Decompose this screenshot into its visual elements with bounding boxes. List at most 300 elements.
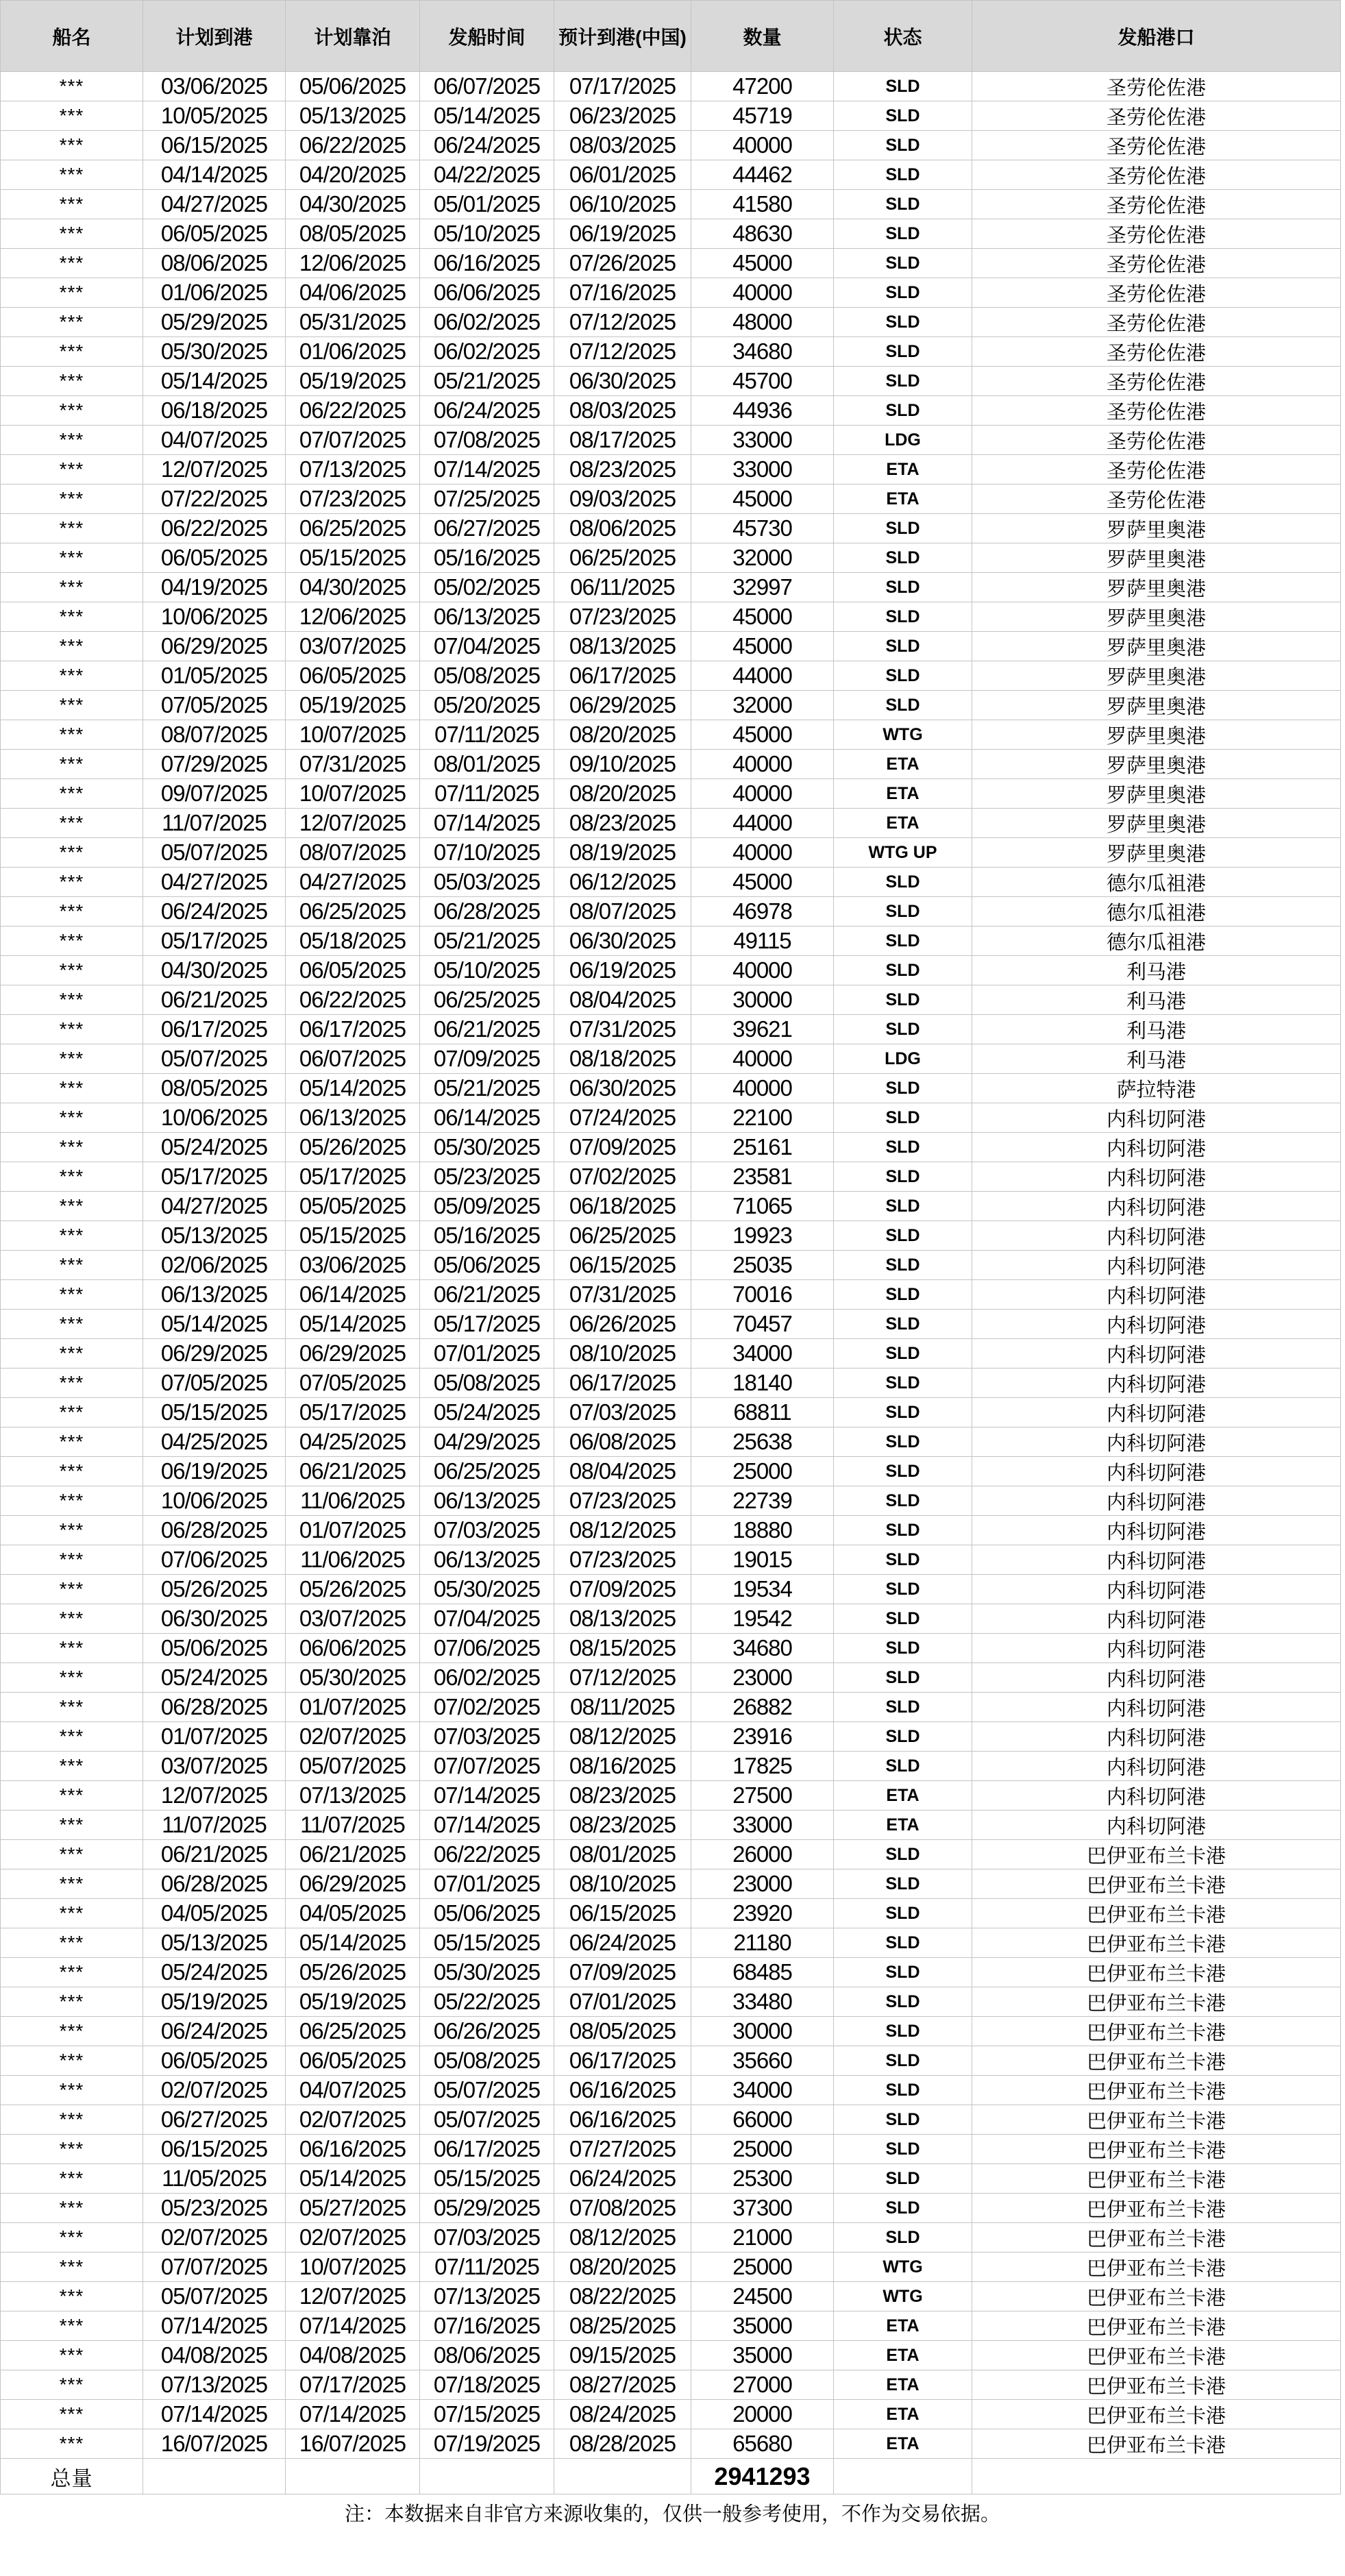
cell-departure-port: 内科切阿港 [972, 1604, 1341, 1634]
cell-departure-port: 罗萨里奥港 [972, 838, 1341, 868]
cell-ship-name: *** [1, 956, 143, 985]
cell-quantity: 33000 [691, 455, 834, 484]
cell-ship-name: *** [1, 278, 143, 308]
cell-planned-arrival: 12/07/2025 [143, 455, 286, 484]
cell-planned-arrival: 05/07/2025 [143, 838, 286, 868]
table-row [1, 308, 1341, 337]
cell-ship-name: *** [1, 337, 143, 367]
cell-eta-china: 07/27/2025 [554, 2135, 691, 2164]
cell-planned-berthing: 05/19/2025 [286, 691, 420, 720]
cell-ship-name: *** [1, 1752, 143, 1781]
cell-departure-port: 圣劳伦佐港 [972, 367, 1341, 396]
cell-status: SLD [834, 2046, 972, 2076]
cell-quantity: 23920 [691, 1899, 834, 1928]
cell-planned-berthing: 01/06/2025 [286, 337, 420, 367]
cell-departure-port: 巴伊亚布兰卡港 [972, 1899, 1341, 1928]
cell-planned-berthing: 06/16/2025 [286, 2135, 420, 2164]
cell-planned-berthing: 06/29/2025 [286, 1869, 420, 1899]
cell-status: SLD [834, 1604, 972, 1634]
cell-quantity: 19923 [691, 1221, 834, 1251]
cell-ship-name: *** [1, 691, 143, 720]
cell-planned-arrival: 11/07/2025 [143, 809, 286, 838]
cell-departure-time: 06/13/2025 [420, 1545, 554, 1575]
cell-ship-name: *** [1, 1339, 143, 1369]
cell-status: WTG UP [834, 838, 972, 868]
cell-eta-china: 07/09/2025 [554, 1958, 691, 1987]
cell-departure-port: 巴伊亚布兰卡港 [972, 1987, 1341, 2017]
cell-status: SLD [834, 1192, 972, 1221]
cell-status: SLD [834, 190, 972, 219]
cell-planned-arrival: 11/07/2025 [143, 1811, 286, 1840]
cell-eta-china: 06/15/2025 [554, 1899, 691, 1928]
cell-departure-port: 圣劳伦佐港 [972, 219, 1341, 249]
cell-planned-arrival: 11/05/2025 [143, 2164, 286, 2194]
cell-planned-arrival: 06/18/2025 [143, 396, 286, 426]
cell-eta-china: 06/30/2025 [554, 1074, 691, 1103]
cell-status: SLD [834, 2194, 972, 2223]
cell-ship-name: *** [1, 2076, 143, 2105]
cell-quantity: 30000 [691, 2017, 834, 2046]
table-row [1, 927, 1341, 956]
cell-departure-time: 05/21/2025 [420, 1074, 554, 1103]
cell-quantity: 48000 [691, 308, 834, 337]
empty-cell [286, 2459, 420, 2494]
cell-eta-china: 08/20/2025 [554, 779, 691, 809]
table-row [1, 543, 1341, 573]
cell-planned-arrival: 05/07/2025 [143, 2282, 286, 2311]
cell-status: SLD [834, 868, 972, 897]
cell-planned-arrival: 06/29/2025 [143, 632, 286, 661]
cell-departure-port: 罗萨里奥港 [972, 632, 1341, 661]
cell-ship-name: *** [1, 1899, 143, 1928]
cell-eta-china: 06/24/2025 [554, 2164, 691, 2194]
cell-departure-port: 巴伊亚布兰卡港 [972, 2046, 1341, 2076]
table-row [1, 2223, 1341, 2253]
empty-cell [420, 2459, 554, 2494]
cell-planned-arrival: 02/07/2025 [143, 2223, 286, 2253]
cell-ship-name: *** [1, 1516, 143, 1545]
cell-planned-arrival: 04/07/2025 [143, 426, 286, 455]
cell-departure-port: 内科切阿港 [972, 1369, 1341, 1398]
cell-status: SLD [834, 1545, 972, 1575]
cell-quantity: 40000 [691, 1044, 834, 1074]
cell-quantity: 35000 [691, 2311, 834, 2341]
cell-eta-china: 08/28/2025 [554, 2429, 691, 2459]
cell-status: SLD [834, 396, 972, 426]
cell-ship-name: *** [1, 1693, 143, 1722]
table-row [1, 1398, 1341, 1427]
cell-planned-arrival: 05/24/2025 [143, 1958, 286, 1987]
cell-ship-name: *** [1, 1074, 143, 1103]
cell-planned-arrival: 05/13/2025 [143, 1221, 286, 1251]
cell-quantity: 26882 [691, 1693, 834, 1722]
cell-eta-china: 07/31/2025 [554, 1280, 691, 1310]
table-row [1, 455, 1341, 484]
cell-departure-time: 07/03/2025 [420, 1516, 554, 1545]
cell-planned-berthing: 16/07/2025 [286, 2429, 420, 2459]
cell-eta-china: 09/15/2025 [554, 2341, 691, 2370]
cell-status: ETA [834, 1781, 972, 1811]
cell-status: SLD [834, 2017, 972, 2046]
cell-quantity: 40000 [691, 1074, 834, 1103]
cell-status: SLD [834, 1280, 972, 1310]
total-row [1, 2459, 1341, 2494]
cell-quantity: 25300 [691, 2164, 834, 2194]
cell-planned-berthing: 03/07/2025 [286, 1604, 420, 1634]
cell-status: ETA [834, 484, 972, 514]
cell-status: SLD [834, 2105, 972, 2135]
cell-status: SLD [834, 1221, 972, 1251]
table-row [1, 720, 1341, 750]
cell-planned-arrival: 07/14/2025 [143, 2311, 286, 2341]
cell-departure-port: 内科切阿港 [972, 1221, 1341, 1251]
cell-departure-port: 内科切阿港 [972, 1516, 1341, 1545]
cell-planned-arrival: 04/08/2025 [143, 2341, 286, 2370]
cell-planned-berthing: 05/07/2025 [286, 1752, 420, 1781]
cell-ship-name: *** [1, 1987, 143, 2017]
cell-eta-china: 08/07/2025 [554, 897, 691, 927]
cell-eta-china: 06/25/2025 [554, 1221, 691, 1251]
cell-planned-arrival: 06/15/2025 [143, 131, 286, 160]
cell-departure-port: 内科切阿港 [972, 1103, 1341, 1133]
cell-planned-arrival: 07/06/2025 [143, 1545, 286, 1575]
table-row [1, 278, 1341, 308]
cell-departure-time: 05/16/2025 [420, 1221, 554, 1251]
cell-eta-china: 08/17/2025 [554, 426, 691, 455]
cell-planned-berthing: 06/25/2025 [286, 897, 420, 927]
cell-ship-name: *** [1, 1398, 143, 1427]
cell-departure-time: 05/21/2025 [420, 367, 554, 396]
cell-departure-time: 06/13/2025 [420, 1486, 554, 1516]
table-row [1, 190, 1341, 219]
table-body [1, 72, 1341, 2459]
cell-planned-berthing: 05/31/2025 [286, 308, 420, 337]
cell-eta-china: 08/05/2025 [554, 2017, 691, 2046]
cell-status: SLD [834, 1251, 972, 1280]
cell-planned-berthing: 06/05/2025 [286, 2046, 420, 2076]
cell-planned-berthing: 02/07/2025 [286, 2105, 420, 2135]
cell-eta-china: 08/16/2025 [554, 1752, 691, 1781]
cell-planned-arrival: 06/28/2025 [143, 1869, 286, 1899]
cell-departure-time: 07/14/2025 [420, 809, 554, 838]
cell-departure-port: 罗萨里奥港 [972, 514, 1341, 543]
table-row [1, 632, 1341, 661]
total-quantity: 2941293 [691, 2459, 834, 2494]
cell-status: SLD [834, 1987, 972, 2017]
cell-planned-berthing: 06/25/2025 [286, 514, 420, 543]
cell-status: SLD [834, 337, 972, 367]
column-header-2: 计划靠泊 [286, 1, 420, 72]
cell-status: SLD [834, 1634, 972, 1663]
cell-planned-berthing: 05/14/2025 [286, 1928, 420, 1958]
cell-status: ETA [834, 809, 972, 838]
cell-planned-arrival: 06/28/2025 [143, 1516, 286, 1545]
cell-planned-berthing: 10/07/2025 [286, 720, 420, 750]
cell-ship-name: *** [1, 308, 143, 337]
table-row [1, 514, 1341, 543]
cell-status: LDG [834, 1044, 972, 1074]
cell-eta-china: 09/10/2025 [554, 750, 691, 779]
table-row [1, 1339, 1341, 1369]
cell-departure-time: 06/21/2025 [420, 1280, 554, 1310]
cell-departure-port: 巴伊亚布兰卡港 [972, 1928, 1341, 1958]
table-row [1, 2429, 1341, 2459]
cell-planned-arrival: 04/27/2025 [143, 190, 286, 219]
cell-planned-berthing: 05/05/2025 [286, 1192, 420, 1221]
cell-departure-time: 07/03/2025 [420, 2223, 554, 2253]
table-row [1, 1899, 1341, 1928]
cell-ship-name: *** [1, 1722, 143, 1752]
cell-planned-arrival: 07/05/2025 [143, 691, 286, 720]
table-row [1, 101, 1341, 131]
table-row [1, 72, 1341, 101]
cell-status: SLD [834, 2223, 972, 2253]
cell-departure-port: 利马港 [972, 1044, 1341, 1074]
cell-quantity: 44936 [691, 396, 834, 426]
cell-ship-name: *** [1, 1634, 143, 1663]
cell-eta-china: 08/23/2025 [554, 809, 691, 838]
cell-status: SLD [834, 1310, 972, 1339]
cell-status: SLD [834, 691, 972, 720]
cell-status: SLD [834, 160, 972, 190]
cell-eta-china: 08/13/2025 [554, 632, 691, 661]
cell-departure-time: 05/07/2025 [420, 2076, 554, 2105]
cell-ship-name: *** [1, 779, 143, 809]
cell-ship-name: *** [1, 1840, 143, 1869]
cell-status: SLD [834, 72, 972, 101]
table-row [1, 1044, 1341, 1074]
cell-ship-name: *** [1, 2400, 143, 2429]
cell-planned-berthing: 06/22/2025 [286, 985, 420, 1015]
cell-planned-arrival: 01/05/2025 [143, 661, 286, 691]
cell-planned-arrival: 05/29/2025 [143, 308, 286, 337]
cell-ship-name: *** [1, 1133, 143, 1162]
cell-planned-arrival: 06/30/2025 [143, 1604, 286, 1634]
cell-ship-name: *** [1, 1280, 143, 1310]
cell-quantity: 40000 [691, 750, 834, 779]
table-row [1, 1840, 1341, 1869]
cell-planned-berthing: 06/05/2025 [286, 661, 420, 691]
cell-planned-berthing: 04/05/2025 [286, 1899, 420, 1928]
cell-quantity: 22100 [691, 1103, 834, 1133]
column-header-7: 发船港口 [972, 1, 1341, 72]
cell-departure-port: 圣劳伦佐港 [972, 249, 1341, 278]
cell-planned-arrival: 07/29/2025 [143, 750, 286, 779]
cell-departure-port: 巴伊亚布兰卡港 [972, 2105, 1341, 2135]
cell-ship-name: *** [1, 367, 143, 396]
cell-planned-berthing: 05/15/2025 [286, 543, 420, 573]
cell-departure-time: 04/22/2025 [420, 160, 554, 190]
cell-eta-china: 07/09/2025 [554, 1133, 691, 1162]
cell-departure-time: 07/03/2025 [420, 1722, 554, 1752]
cell-quantity: 49115 [691, 927, 834, 956]
cell-ship-name: *** [1, 2017, 143, 2046]
column-header-6: 状态 [834, 1, 972, 72]
table-row [1, 809, 1341, 838]
cell-planned-berthing: 12/07/2025 [286, 2282, 420, 2311]
cell-departure-port: 圣劳伦佐港 [972, 396, 1341, 426]
table-row [1, 1928, 1341, 1958]
cell-status: ETA [834, 1811, 972, 1840]
table-row [1, 1781, 1341, 1811]
cell-departure-port: 内科切阿港 [972, 1162, 1341, 1192]
cell-departure-port: 圣劳伦佐港 [972, 308, 1341, 337]
cell-planned-berthing: 05/17/2025 [286, 1162, 420, 1192]
cell-eta-china: 07/16/2025 [554, 278, 691, 308]
cell-departure-time: 05/14/2025 [420, 101, 554, 131]
cell-eta-china: 08/06/2025 [554, 514, 691, 543]
cell-eta-china: 08/23/2025 [554, 455, 691, 484]
column-header-3: 发船时间 [420, 1, 554, 72]
cell-departure-port: 罗萨里奥港 [972, 809, 1341, 838]
cell-quantity: 45700 [691, 367, 834, 396]
cell-departure-time: 07/06/2025 [420, 1634, 554, 1663]
table-row [1, 868, 1341, 897]
cell-ship-name: *** [1, 514, 143, 543]
cell-status: ETA [834, 455, 972, 484]
cell-status: SLD [834, 514, 972, 543]
cell-planned-arrival: 07/22/2025 [143, 484, 286, 514]
cell-planned-arrival: 03/07/2025 [143, 1752, 286, 1781]
cell-departure-port: 巴伊亚布兰卡港 [972, 1958, 1341, 1987]
cell-status: ETA [834, 779, 972, 809]
cell-planned-arrival: 07/13/2025 [143, 2370, 286, 2400]
cell-ship-name: *** [1, 1958, 143, 1987]
table-row [1, 897, 1341, 927]
cell-planned-arrival: 05/06/2025 [143, 1634, 286, 1663]
cell-departure-port: 内科切阿港 [972, 1192, 1341, 1221]
cell-departure-time: 07/15/2025 [420, 2400, 554, 2429]
table-row [1, 249, 1341, 278]
cell-eta-china: 07/24/2025 [554, 1103, 691, 1133]
cell-departure-port: 圣劳伦佐港 [972, 337, 1341, 367]
cell-quantity: 21180 [691, 1928, 834, 1958]
cell-planned-berthing: 06/05/2025 [286, 956, 420, 985]
cell-planned-berthing: 12/06/2025 [286, 249, 420, 278]
table-row [1, 1752, 1341, 1781]
cell-eta-china: 06/19/2025 [554, 956, 691, 985]
table-row [1, 2164, 1341, 2194]
cell-planned-arrival: 05/23/2025 [143, 2194, 286, 2223]
cell-quantity: 22739 [691, 1486, 834, 1516]
table-row [1, 1310, 1341, 1339]
table-row [1, 1280, 1341, 1310]
cell-status: SLD [834, 1928, 972, 1958]
cell-eta-china: 06/29/2025 [554, 691, 691, 720]
cell-ship-name: *** [1, 1781, 143, 1811]
cell-quantity: 35000 [691, 2341, 834, 2370]
cell-ship-name: *** [1, 1427, 143, 1457]
table-row [1, 1221, 1341, 1251]
table-row [1, 396, 1341, 426]
cell-eta-china: 08/11/2025 [554, 1693, 691, 1722]
cell-departure-time: 07/13/2025 [420, 2282, 554, 2311]
cell-status: ETA [834, 750, 972, 779]
cell-quantity: 46978 [691, 897, 834, 927]
cell-ship-name: *** [1, 1369, 143, 1398]
empty-cell [143, 2459, 286, 2494]
cell-departure-port: 内科切阿港 [972, 1752, 1341, 1781]
cell-quantity: 45000 [691, 868, 834, 897]
cell-planned-arrival: 07/05/2025 [143, 1369, 286, 1398]
cell-status: SLD [834, 131, 972, 160]
table-row [1, 2076, 1341, 2105]
cell-eta-china: 07/23/2025 [554, 602, 691, 632]
cell-status: ETA [834, 2370, 972, 2400]
cell-quantity: 30000 [691, 985, 834, 1015]
cell-planned-berthing: 04/30/2025 [286, 573, 420, 602]
cell-quantity: 40000 [691, 779, 834, 809]
cell-planned-arrival: 06/24/2025 [143, 2017, 286, 2046]
table-row [1, 1604, 1341, 1634]
table-row [1, 484, 1341, 514]
cell-planned-arrival: 05/07/2025 [143, 1044, 286, 1074]
cell-quantity: 32000 [691, 543, 834, 573]
cell-departure-time: 05/08/2025 [420, 1369, 554, 1398]
cell-eta-china: 08/23/2025 [554, 1781, 691, 1811]
cell-status: SLD [834, 367, 972, 396]
cell-ship-name: *** [1, 838, 143, 868]
cell-departure-time: 06/02/2025 [420, 337, 554, 367]
cell-departure-port: 内科切阿港 [972, 1693, 1341, 1722]
cell-departure-time: 05/24/2025 [420, 1398, 554, 1427]
cell-status: SLD [834, 101, 972, 131]
cell-departure-time: 06/02/2025 [420, 1663, 554, 1693]
cell-ship-name: *** [1, 1457, 143, 1486]
cell-status: SLD [834, 1516, 972, 1545]
cell-planned-arrival: 16/07/2025 [143, 2429, 286, 2459]
cell-quantity: 41580 [691, 190, 834, 219]
table-row [1, 426, 1341, 455]
cell-planned-arrival: 01/06/2025 [143, 278, 286, 308]
cell-eta-china: 08/10/2025 [554, 1339, 691, 1369]
cell-departure-port: 罗萨里奥港 [972, 691, 1341, 720]
cell-quantity: 21000 [691, 2223, 834, 2253]
cell-departure-time: 06/22/2025 [420, 1840, 554, 1869]
cell-ship-name: *** [1, 1545, 143, 1575]
cell-ship-name: *** [1, 1044, 143, 1074]
cell-eta-china: 08/03/2025 [554, 396, 691, 426]
cell-ship-name: *** [1, 1162, 143, 1192]
cell-eta-china: 06/01/2025 [554, 160, 691, 190]
table-row [1, 1133, 1341, 1162]
cell-eta-china: 06/11/2025 [554, 573, 691, 602]
cell-status: SLD [834, 1162, 972, 1192]
cell-eta-china: 06/30/2025 [554, 927, 691, 956]
cell-departure-port: 德尔瓜祖港 [972, 868, 1341, 897]
cell-departure-time: 05/07/2025 [420, 2105, 554, 2135]
cell-departure-time: 06/24/2025 [420, 131, 554, 160]
cell-quantity: 45000 [691, 602, 834, 632]
cell-departure-time: 05/17/2025 [420, 1310, 554, 1339]
cell-ship-name: *** [1, 426, 143, 455]
cell-ship-name: *** [1, 484, 143, 514]
cell-ship-name: *** [1, 809, 143, 838]
table-row [1, 1722, 1341, 1752]
cell-departure-port: 巴伊亚布兰卡港 [972, 2017, 1341, 2046]
cell-planned-berthing: 07/23/2025 [286, 484, 420, 514]
cell-planned-berthing: 05/17/2025 [286, 1398, 420, 1427]
cell-departure-time: 06/27/2025 [420, 514, 554, 543]
cell-departure-time: 05/30/2025 [420, 1958, 554, 1987]
cell-eta-china: 07/01/2025 [554, 1987, 691, 2017]
cell-planned-arrival: 08/07/2025 [143, 720, 286, 750]
cell-departure-port: 内科切阿港 [972, 1722, 1341, 1752]
cell-planned-arrival: 02/06/2025 [143, 1251, 286, 1280]
cell-quantity: 19015 [691, 1545, 834, 1575]
cell-ship-name: *** [1, 2105, 143, 2135]
cell-departure-port: 圣劳伦佐港 [972, 455, 1341, 484]
